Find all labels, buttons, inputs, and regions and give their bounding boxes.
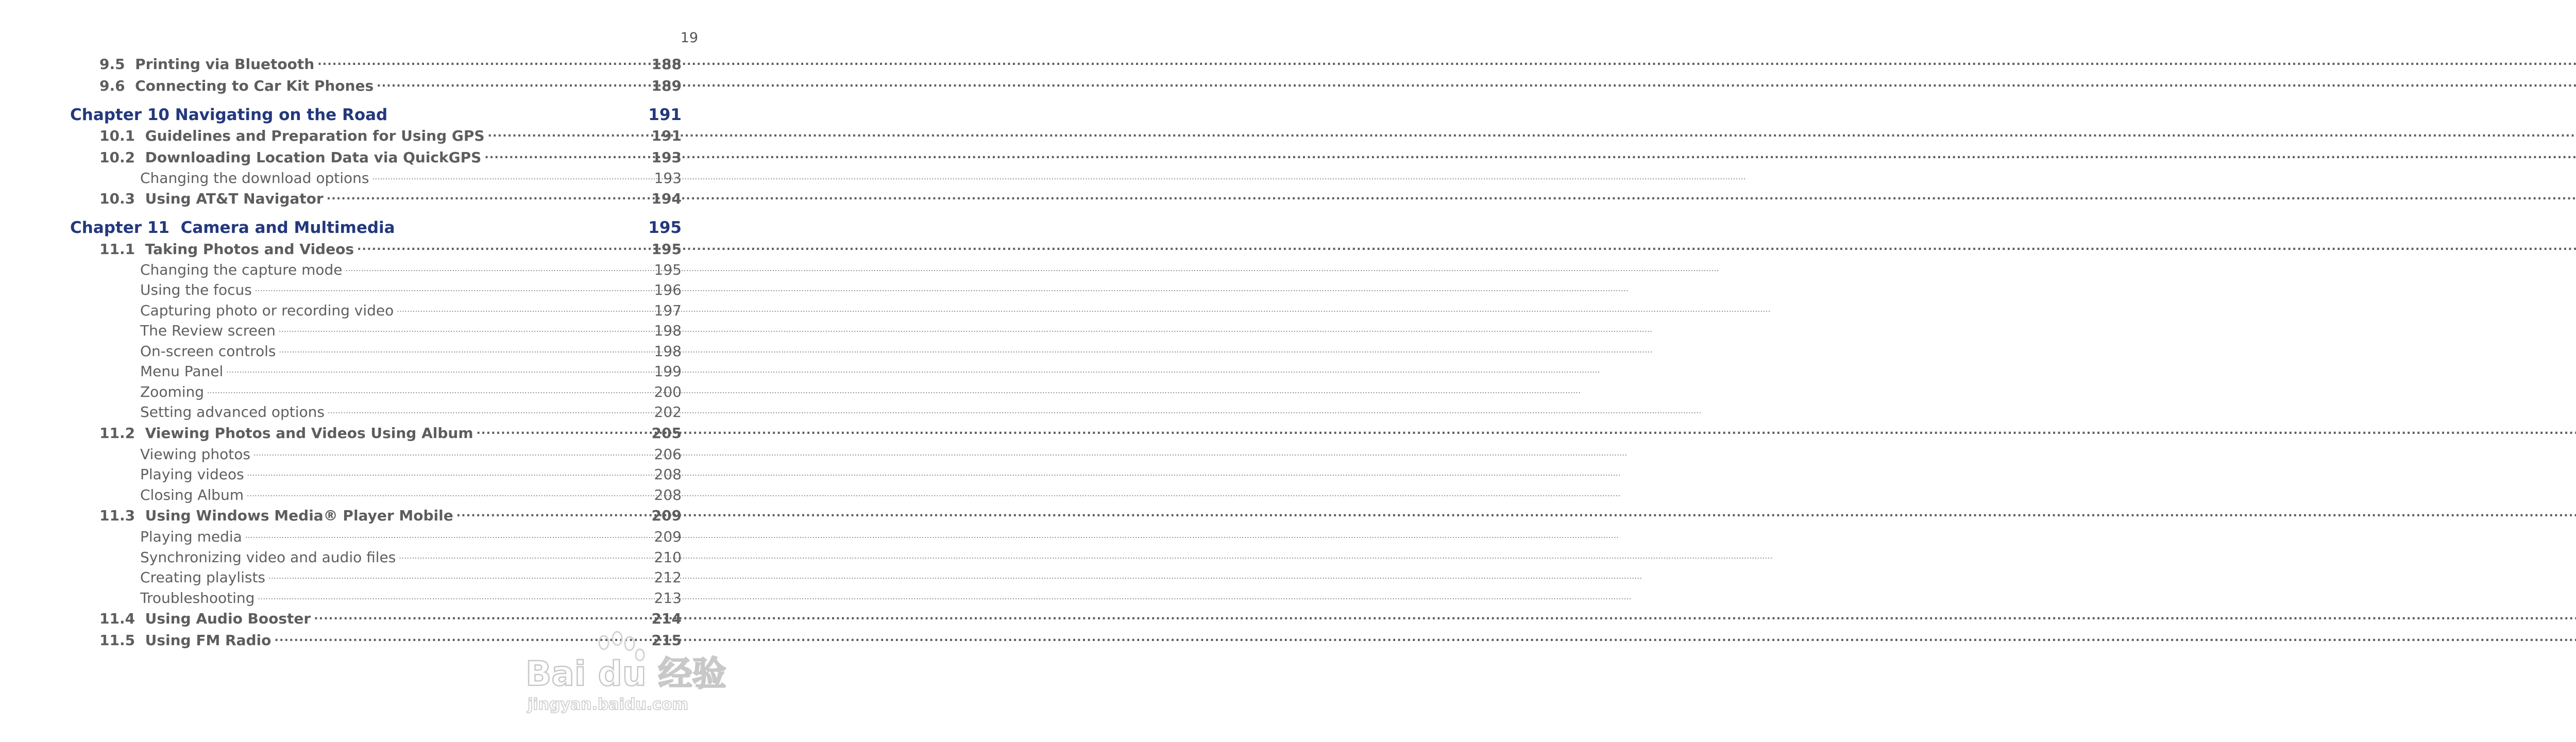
toc-entry-page: 194 (651, 190, 682, 207)
toc-entry-label: 9.5 Printing via Bluetooth (99, 56, 315, 73)
toc-subentry[interactable] (140, 445, 682, 463)
toc-subentry[interactable] (140, 465, 682, 483)
toc-subentry-page: 208 (654, 466, 682, 483)
toc-entry-page: 191 (651, 127, 682, 144)
toc-subentry[interactable] (140, 402, 682, 420)
toc-entry[interactable] (99, 609, 682, 627)
dot-leader (372, 168, 651, 183)
toc-entry-label: 11.1 Taking Photos and Videos (99, 241, 354, 258)
toc-subentry-page: 199 (654, 363, 682, 380)
baidu-jingyan-watermark (526, 631, 726, 719)
toc-subentry[interactable] (140, 301, 682, 319)
toc-entry-page: 193 (651, 149, 682, 166)
toc-entry[interactable] (99, 189, 682, 207)
toc-subentry-page: 198 (654, 343, 682, 360)
toc-subentry-label: Capturing photo or recording video (140, 302, 394, 319)
page-number: 19 (680, 30, 698, 46)
dot-leader (327, 189, 649, 204)
toc-subentry[interactable] (140, 485, 682, 503)
watermark-brand: Bai du 经验 (526, 654, 726, 694)
toc-entry[interactable] (99, 126, 682, 144)
toc-subentry-page: 206 (654, 446, 682, 463)
toc-subentry[interactable] (140, 568, 682, 586)
toc-entry-page: 214 (651, 610, 682, 627)
toc-subentry-label: Setting advanced options (140, 403, 325, 420)
toc-subentry-page: 198 (654, 322, 682, 339)
table-of-contents (0, 0, 742, 742)
toc-subentry-label: Creating playlists (140, 569, 266, 586)
dot-leader (488, 126, 649, 141)
toc-entry-label: 10.2 Downloading Location Data via QuickGPS (99, 149, 482, 166)
toc-subentry-page: 213 (654, 589, 682, 606)
toc-subentry[interactable] (140, 280, 682, 298)
dot-leader (268, 568, 651, 582)
toc-subentry-label: Playing videos (140, 466, 244, 483)
toc-entry[interactable] (99, 55, 682, 73)
dot-leader (207, 382, 651, 397)
toc-entry[interactable] (99, 76, 682, 94)
toc-chapter-page: 195 (648, 218, 682, 237)
dot-leader (253, 445, 651, 459)
toc-entry-label: 10.1 Guidelines and Preparation for Using GPS (99, 127, 485, 144)
toc-subentry-page: 197 (654, 302, 682, 319)
dot-leader (247, 485, 651, 500)
chapter-spacer (391, 104, 645, 120)
toc-entry-page: 195 (651, 241, 682, 258)
dot-leader (247, 465, 651, 479)
watermark-url: jingyan.baidu.com (528, 696, 688, 714)
toc-chapter-label: Chapter 11 Camera and Multimedia (70, 218, 395, 237)
toc-entry-page: 188 (651, 56, 682, 73)
toc-subentry-page: 208 (654, 486, 682, 503)
toc-subentry-label: Viewing photos (140, 446, 250, 463)
toc-subentry[interactable] (140, 260, 682, 278)
toc-subentry-label: Changing the capture mode (140, 261, 343, 278)
toc-entry-label: 11.5 Using FM Radio (99, 632, 272, 649)
dot-leader (255, 280, 651, 295)
toc-entry-page: 209 (651, 507, 682, 524)
toc-subentry-label: Playing media (140, 528, 242, 545)
dot-leader (279, 342, 651, 356)
toc-subentry-page: 209 (654, 528, 682, 545)
toc-chapter-label: Chapter 10 Navigating on the Road (70, 106, 388, 124)
toc-entry[interactable] (99, 240, 682, 258)
toc-subentry-label: Using the focus (140, 281, 252, 298)
dot-leader (377, 76, 648, 91)
dot-leader (279, 321, 651, 335)
toc-subentry-page: 200 (654, 383, 682, 400)
toc-subentry[interactable] (140, 527, 682, 545)
toc-entry-label: 9.6 Connecting to Car Kit Phones (99, 77, 374, 94)
toc-subentry-label: Synchronizing video and audio files (140, 549, 396, 566)
toc-subentry-label: Zooming (140, 383, 205, 400)
dot-leader (477, 424, 649, 438)
toc-subentry[interactable] (140, 321, 682, 339)
toc-subentry-page: 193 (654, 170, 682, 187)
toc-subentry[interactable] (140, 342, 682, 360)
toc-entry-label: 11.4 Using Audio Booster (99, 610, 311, 627)
dot-leader (484, 148, 648, 162)
toc-entry[interactable] (99, 148, 682, 166)
toc-subentry-page: 196 (654, 281, 682, 298)
toc-subentry-label: Closing Album (140, 486, 244, 503)
toc-entry-label: 11.3 Using Windows Media® Player Mobile (99, 507, 453, 524)
toc-subentry-page: 210 (654, 549, 682, 566)
toc-chapter[interactable] (70, 217, 682, 237)
toc-subentry-page: 195 (654, 261, 682, 278)
toc-subentry[interactable] (140, 548, 682, 566)
toc-entry[interactable] (99, 424, 682, 442)
toc-subentry-page: 202 (654, 403, 682, 420)
chapter-spacer (398, 217, 646, 233)
toc-subentry[interactable] (140, 362, 682, 380)
toc-subentry[interactable] (140, 382, 682, 400)
dot-leader (258, 588, 651, 603)
dot-leader (314, 609, 648, 623)
toc-entry-page: 215 (651, 632, 682, 649)
dot-leader (397, 301, 651, 315)
dot-leader (317, 55, 648, 69)
toc-subentry[interactable] (140, 168, 682, 187)
toc-subentry-label: Troubleshooting (140, 589, 255, 606)
toc-subentry-label: Menu Panel (140, 363, 224, 380)
toc-subentry-label: On-screen controls (140, 343, 276, 360)
dot-leader (226, 362, 651, 376)
dot-leader (399, 548, 651, 562)
toc-entry-label: 10.3 Using AT&T Navigator (99, 190, 324, 207)
toc-subentry-page: 212 (654, 569, 682, 586)
toc-entry-page: 189 (651, 77, 682, 94)
toc-subentry-label: The Review screen (140, 322, 276, 339)
toc-subentry-label: Changing the download options (140, 170, 369, 187)
dot-leader (328, 402, 651, 417)
toc-chapter-page: 191 (648, 106, 682, 124)
toc-subentry[interactable] (140, 588, 682, 606)
toc-chapter[interactable] (70, 104, 682, 124)
toc-entry-page: 205 (651, 425, 682, 442)
dot-leader (245, 527, 651, 542)
dot-leader (346, 260, 651, 275)
dot-leader (357, 240, 649, 254)
toc-entry-label: 11.2 Viewing Photos and Videos Using Album (99, 425, 473, 442)
dot-leader (456, 506, 649, 520)
toc-entry[interactable] (99, 506, 682, 524)
